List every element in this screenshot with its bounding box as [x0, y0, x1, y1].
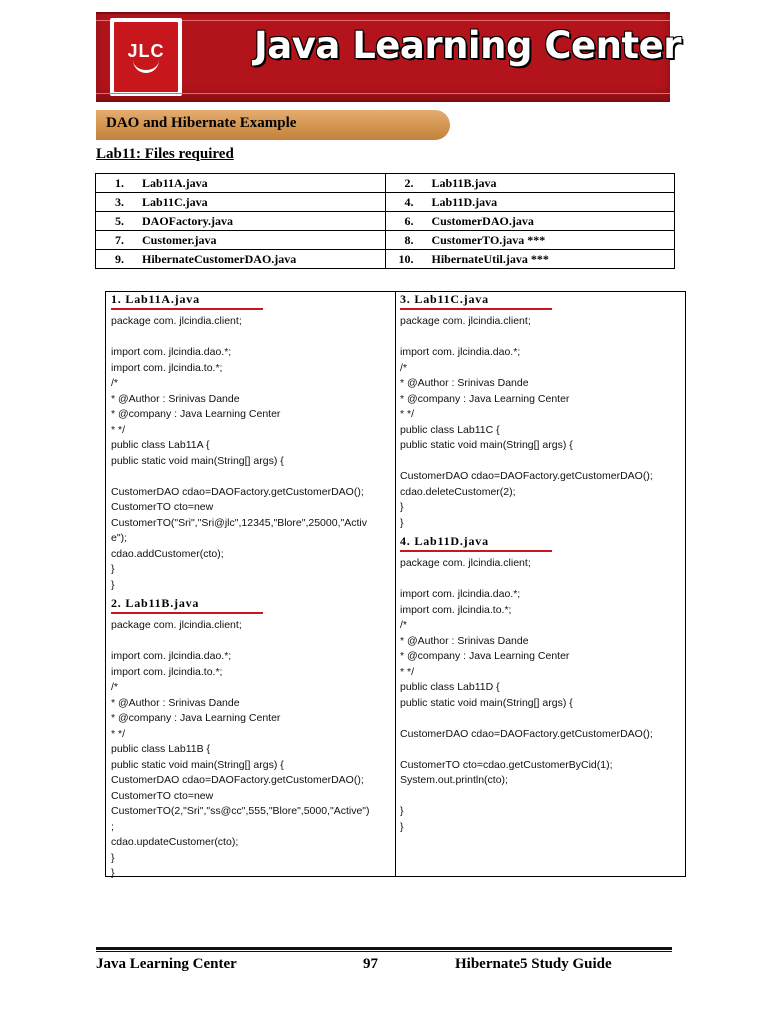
lab11d-title: 4. Lab11D.java — [400, 534, 489, 548]
header-banner — [96, 12, 681, 102]
lab11c-code: package com. jlcindia.client; import com. jlcindia.dao.*; /* * @Author : Srinivas Dande * @company : Java Learning Center * */ public class Lab11C { public static void main(String[] args) { CustomerDAO cdao=DAOFactory.getCustomerDAO(); cdao.deleteCustomer(2); } } — [400, 315, 653, 529]
lab11a-title: 1. Lab11A.java — [111, 292, 200, 306]
right-column — [400, 292, 682, 835]
lab11a-code: package com. jlcindia.client; import com. jlcindia.dao.*; import com. jlcindia.to.*; /* * @Author : Srinivas Dande * @company : Java Learning Center * */ public class Lab11A { public static void main(String[] args) { CustomerDAO cdao=DAOFactory.getCustomerDAO(); CustomerTO cto=new CustomerTO("Sri","Sri@jlc",12345,"Blore",25000,"Activ e"); cdao.addCustomer(cto); } } — [111, 315, 367, 591]
table-cell: 6. CustomerDAO.java — [385, 212, 675, 231]
lab11b-code: package com. jlcindia.client; import com. jlcindia.dao.*; import com. jlcindia.to.*; /* * @Author : Srinivas Dande * @company : Java Learning Center * */ public class Lab11B { public static void main(String[] args) { CustomerDAO cdao=DAOFactory.getCustomerDAO(); CustomerTO cto=new CustomerTO(2,"Sri","ss@cc",555,"Blore",5000,"Active") ; cdao.updateCustomer(cto); } } — [111, 619, 370, 879]
section-tab — [96, 110, 450, 140]
title-underline — [400, 550, 552, 552]
table-row — [96, 174, 675, 193]
table-cell: 10. HibernateUtil.java *** — [385, 250, 675, 269]
footer-rule-thin — [96, 951, 672, 952]
table-cell: 7. Customer.java — [96, 231, 386, 250]
table-row — [96, 250, 675, 269]
banner-title: Java Learning Center — [254, 24, 681, 67]
footer-right: Hibernate5 Study Guide — [455, 956, 612, 972]
title-underline — [400, 308, 552, 310]
lab11b-section — [111, 596, 391, 882]
table-cell: 2. Lab11B.java — [385, 174, 675, 193]
lab11c-title: 3. Lab11C.java — [400, 292, 489, 306]
table-row — [96, 231, 675, 250]
table-cell: 5. DAOFactory.java — [96, 212, 386, 231]
lab11d-code: package com. jlcindia.client; import com. jlcindia.dao.*; import com. jlcindia.to.*; /* * @Author : Srinivas Dande * @company : Java Learning Center * */ public class Lab11D { public static void main(String[] args) { CustomerDAO cdao=DAOFactory.getCustomerDAO(); CustomerTO cto=cdao.getCustomerByCid(1); System.out.println(cto); } } — [400, 557, 653, 833]
table-cell: 3. Lab11C.java — [96, 193, 386, 212]
logo-text: JLC — [127, 41, 165, 61]
title-underline — [111, 308, 263, 310]
table-row — [96, 193, 675, 212]
footer-left: Java Learning Center — [96, 956, 237, 972]
section-title: DAO and Hibernate Example — [106, 115, 297, 131]
table-row — [96, 212, 675, 231]
page-number: 97 — [363, 956, 378, 972]
table-cell: 9. HibernateCustomerDAO.java — [96, 250, 386, 269]
footer-rule — [96, 947, 672, 950]
code-listing-box — [105, 291, 686, 877]
table-cell: 1. Lab11A.java — [96, 174, 386, 193]
table-cell: 8. CustomerTO.java *** — [385, 231, 675, 250]
table-cell: 4. Lab11D.java — [385, 193, 675, 212]
left-column — [111, 292, 391, 882]
lab-heading: Lab11: Files required — [96, 146, 234, 162]
column-divider — [395, 292, 396, 876]
lab11b-title: 2. Lab11B.java — [111, 596, 200, 610]
lab11d-section — [400, 534, 682, 835]
lab11c-section — [400, 292, 682, 531]
lab11a-section — [111, 292, 391, 593]
title-underline — [111, 612, 263, 614]
files-table — [95, 173, 675, 269]
jlc-logo — [110, 18, 182, 96]
logo-smile-icon — [133, 60, 159, 73]
